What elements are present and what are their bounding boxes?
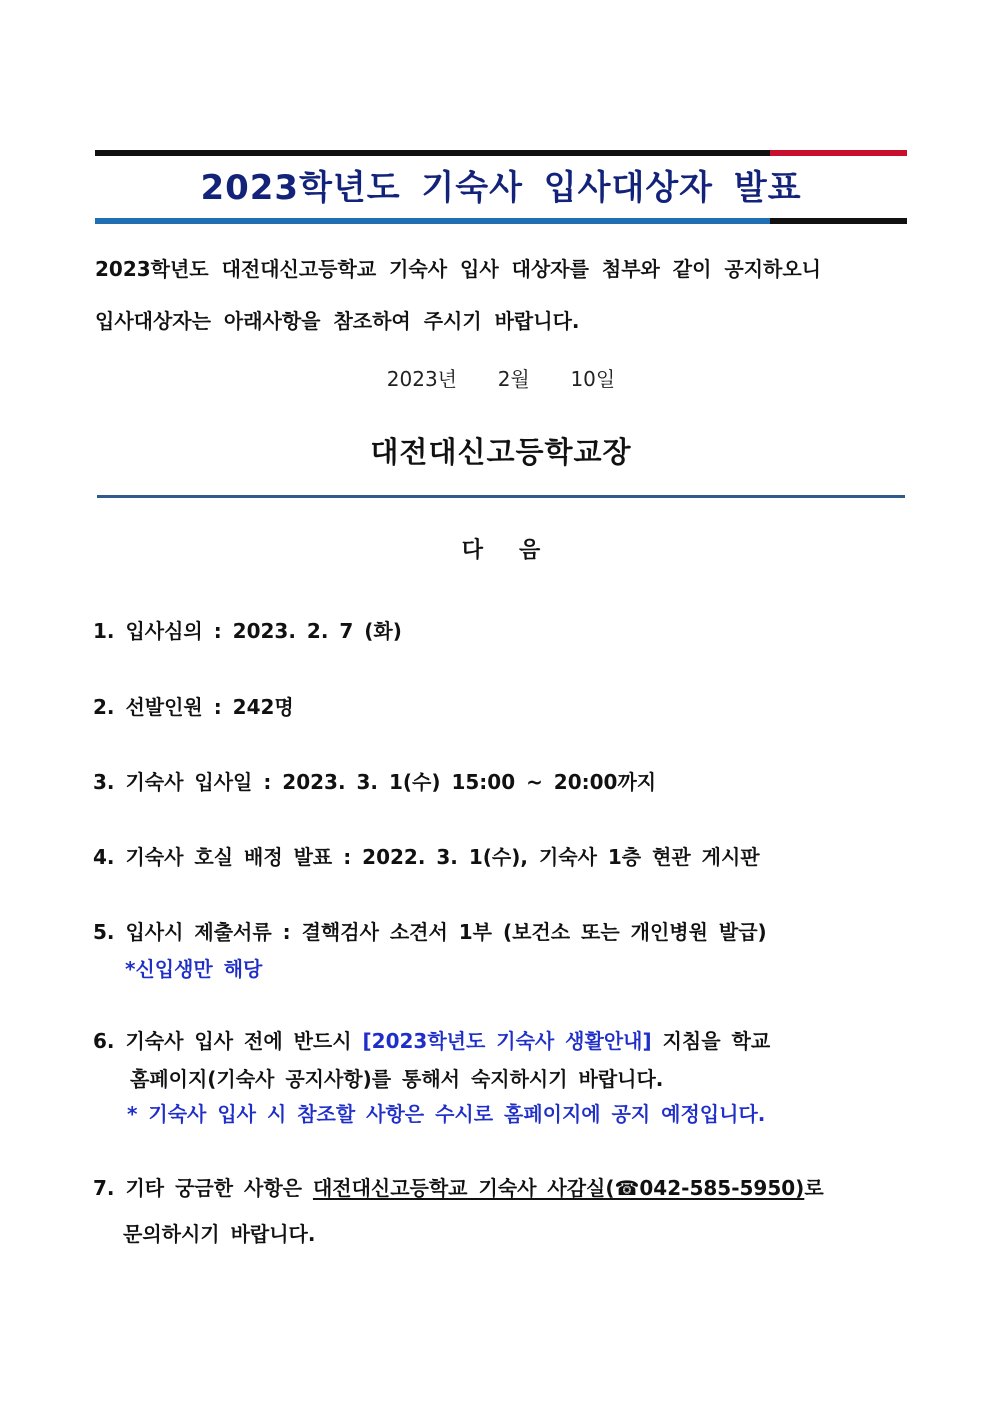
heading-char-2: 음 [519,538,541,563]
title-bar-top-black [95,150,770,156]
list-item-6-prefix: 6. 기숙사 입사 전에 반드시 [93,1029,363,1053]
list-item-3: 3. 기숙사 입사일 : 2023. 3. 1(수) 15:00 ~ 20:00까지 [93,770,657,794]
principal-signature: 대전대신고등학교장 [370,435,632,469]
list-item-6-suffix: 지침을 학교 [651,1029,771,1053]
list-item-6-note: * 기숙사 입사 시 참조할 사항은 수시로 홈페이지에 공지 예정입니다. [127,1102,766,1126]
list-item-1: 1. 입사심의 : 2023. 2. 7 (화) [93,619,402,643]
title-bar-top-red [770,150,907,156]
list-item-6-line-2: 홈페이지(기숙사 공지사항)를 통해서 숙지하시기 바랍니다. [130,1067,664,1091]
heading-char-1: 다 [461,538,483,563]
list-item-2: 2. 선발인원 : 242명 [93,695,294,719]
title-bar-bottom-blue [95,218,770,224]
list-item-4: 4. 기숙사 호실 배정 발표 : 2022. 3. 1(수), 기숙사 1층 현관 게시판 [93,845,760,869]
list-item-5-note: *신입생만 해당 [125,957,263,981]
list-item-6 [93,1025,770,1054]
list-item-7-prefix: 7. 기타 궁금한 사항은 [93,1176,313,1200]
list-item-7 [93,1172,824,1201]
guide-title-highlight: [2023학년도 기숙사 생활안내] [362,1029,652,1053]
page-title: 2023학년도 기숙사 입사대상자 발표 [200,168,802,208]
title-bar-bottom-black [770,218,907,224]
intro-line-1: 2023학년도 대전대신고등학교 기숙사 입사 대상자를 첨부와 같이 공지하오니 [95,257,822,281]
announcement-date: 2023년 2월 10일 [386,367,616,391]
contact-office-phone: 대전대신고등학교 기숙사 사감실(☎042-585-5950) [312,1176,805,1200]
intro-line-2: 입사대상자는 아래사항을 참조하여 주시기 바랍니다. [95,309,580,333]
section-divider [97,495,905,498]
list-item-5: 5. 입사시 제출서류 : 결핵검사 소견서 1부 (보건소 또는 개인병원 발급) [93,920,767,944]
list-item-7-line-2: 문의하시기 바랍니다. [123,1222,316,1246]
section-heading [95,533,907,564]
list-item-7-suffix: 로 [804,1176,824,1200]
